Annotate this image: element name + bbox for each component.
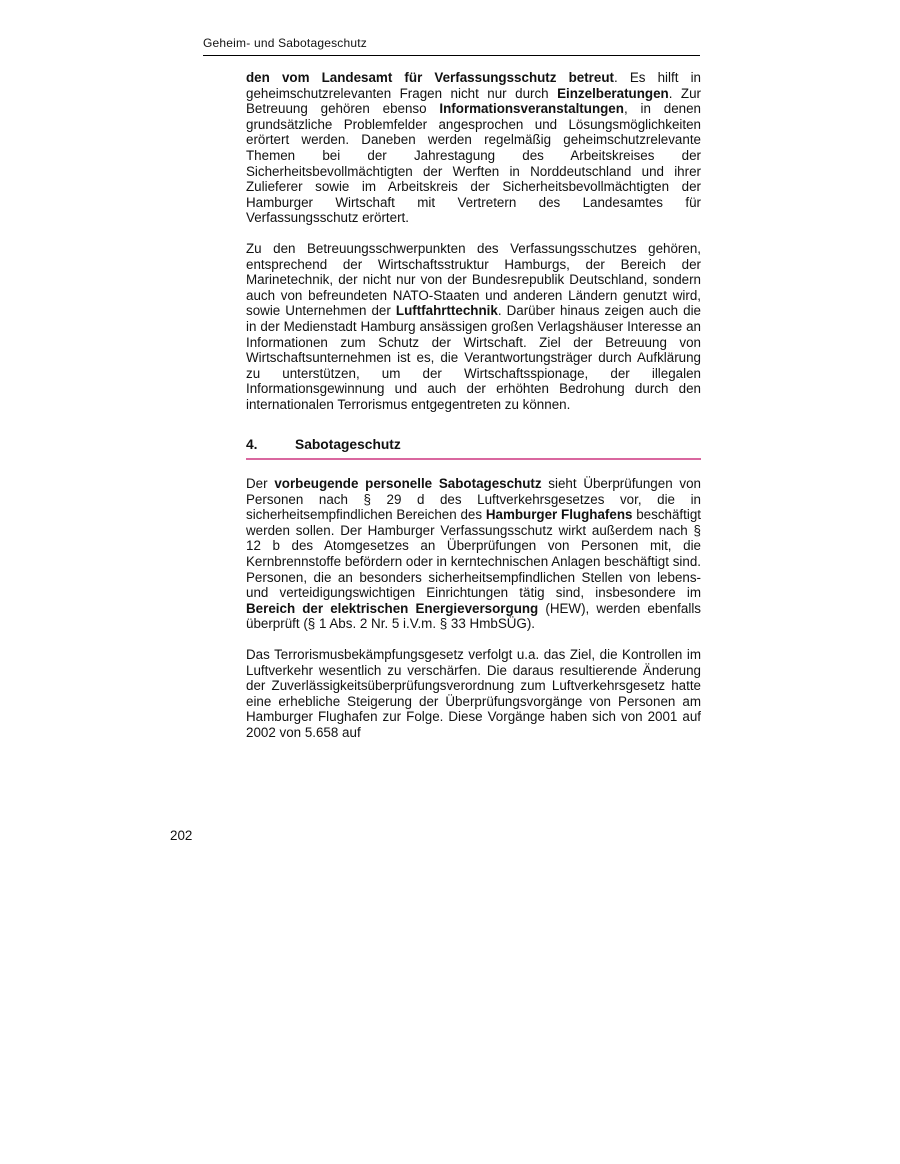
document-body xyxy=(246,70,701,756)
paragraph: Zu den Betreuungsschwerpunkten des Verfassungsschutzes gehören, entsprechend der Wirtschaftsstruktur Hamburgs, der Bereich der Marinetechnik, der nicht nur von der Bundesrepublik Deutschland, sondern auch von befreundeten NATO-Staaten und anderen Ländern genutzt wird, sowie Unternehmen der Luftfahrttechnik. Darüber hinaus zeigen auch die in der Medienstadt Hamburg ansässigen großen Verlagshäuser Interesse an Informationen zum Schutz der Wirtschaft. Ziel der Betreuung von Wirtschaftsunternehmen ist es, die Verantwortungsträger durch Aufklärung zu unterstützen, um der Wirtschaftsspionage, der illegalen Informationsgewinnung und auch der erhöhten Bedrohung durch den internationalen Terrorismus entgegentreten zu können. xyxy=(246,240,701,412)
paragraph: Das Terrorismusbekämpfungsgesetz verfolgt u.a. das Ziel, die Kontrollen im Luftverkehr wesentlich zu verschärfen. Die daraus resultierende Änderung der Zuverlässigkeitsüberprüfungsverordnung zum Luftverkehrsgesetz hatte eine erhebliche Steigerung der Überprüfungsvorgänge von Personen am Hamburger Flughafen zur Folge. Diese Vorgänge haben sich von 2001 auf 2002 von 5.658 auf xyxy=(246,647,701,740)
paragraph: Der vorbeugende personelle Sabotageschutz sieht Überprüfungen von Personen nach § 29 d des Luftverkehrsgesetzes vor, die in sicherheitsempfindlichen Bereichen des Hamburger Flughafens beschäftigt werden sollen. Der Hamburger Verfassungsschutz wirkt außerdem nach § 12 b des Atomgesetzes an Überprüfungen von Personen mit, die Kernbrennstoffe befördern oder in kerntechnischen Anlagen beschäftigt sind. Personen, die an besonders sicherheitsempfindlichen Stellen von lebens- und verteidigungswichtigen Einrichtungen tätig sind, insbesondere im Bereich der elektrischen Energieversorgung (HEW), werden ebenfalls überprüft (§ 1 Abs. 2 Nr. 5 i.V.m. § 33 HmbSÜG). xyxy=(246,476,701,632)
page-number: 202 xyxy=(170,828,193,843)
section-heading-number: 4. xyxy=(246,437,258,453)
section-heading-title: Sabotageschutz xyxy=(295,437,401,453)
paragraph: den vom Landesamt für Verfassungsschutz betreut. Es hilft in geheimschutzrelevanten Fragen nicht nur durch Einzelberatungen. Zur Betreuung gehören ebenso Informationsveranstaltungen, in denen grundsätzliche Problemfelder angesprochen und Lösungsmöglichkeiten erörtert werden. Daneben werden regelmäßig geheimschutzrelevante Themen bei der Jahrestagung des Arbeitskreises der Sicherheitsbevollmächtigten der Werften in Norddeutschland und ihrer Zulieferer sowie im Arbeitskreis der Sicherheitsbevollmächtigten der Hamburger Wirtschaft mit Vertretern des Landesamtes für Verfassungsschutz erörtert. xyxy=(246,70,702,226)
section-heading xyxy=(246,437,701,460)
running-header: Geheim- und Sabotageschutz xyxy=(203,36,700,56)
